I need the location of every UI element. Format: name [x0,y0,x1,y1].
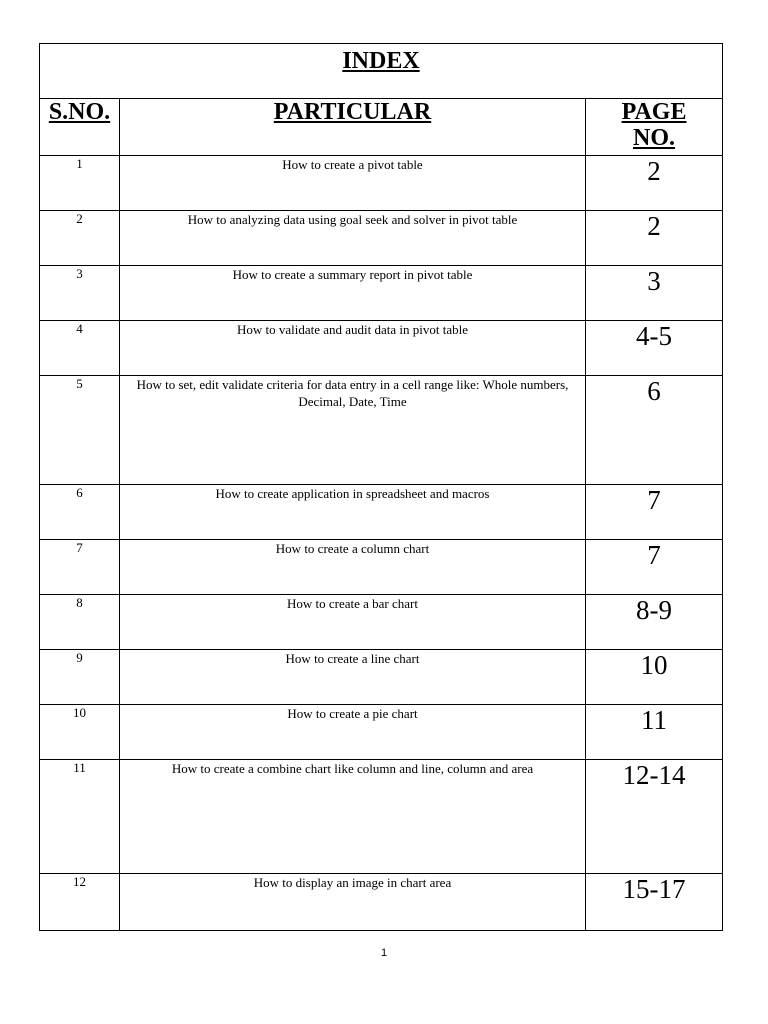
page-number: 1 [380,947,388,959]
row-page: 2 [586,156,723,211]
table-row [40,595,723,650]
header-row [40,99,723,156]
row-page: 2 [586,211,723,266]
row-sno: 10 [40,705,120,760]
table-row [40,540,723,595]
row-sno: 1 [40,156,120,211]
table-row [40,156,723,211]
row-sno: 7 [40,540,120,595]
row-sno: 6 [40,485,120,540]
table-row [40,266,723,321]
row-particular: How to create a pivot table [120,156,586,211]
table-row [40,485,723,540]
row-page: 7 [586,485,723,540]
row-page: 7 [586,540,723,595]
row-page: 11 [586,705,723,760]
index-table [39,43,723,931]
table-row [40,760,723,874]
row-sno: 5 [40,376,120,485]
row-page: 4-5 [586,321,723,376]
row-particular: How to create a pie chart [120,705,586,760]
row-particular: How to set, edit validate criteria for data entry in a cell range like: Whole numbers, Decimal, Date, Time [120,376,586,485]
row-particular: How to create a summary report in pivot table [120,266,586,321]
row-sno: 12 [40,874,120,931]
row-page: 12-14 [586,760,723,874]
title-cell [40,44,723,99]
row-particular: How to create a line chart [120,650,586,705]
header-page-line2: NO. [633,125,675,151]
header-page-line1: PAGE [621,99,687,125]
table-row [40,650,723,705]
row-particular: How to analyzing data using goal seek and solver in pivot table [120,211,586,266]
row-sno: 3 [40,266,120,321]
row-particular: How to display an image in chart area [120,874,586,931]
index-title: INDEX [342,48,420,74]
table-row [40,211,723,266]
row-sno: 8 [40,595,120,650]
row-page: 15-17 [586,874,723,931]
row-particular: How to create application in spreadsheet and macros [120,485,586,540]
row-particular: How to create a column chart [120,540,586,595]
table-row [40,705,723,760]
row-page: 3 [586,266,723,321]
row-page: 8-9 [586,595,723,650]
header-page-no [586,99,723,156]
header-particular: PARTICULAR [120,99,586,156]
title-row [40,44,723,99]
row-particular: How to create a bar chart [120,595,586,650]
row-particular: How to create a combine chart like column and line, column and area [120,760,586,874]
row-particular: How to validate and audit data in pivot table [120,321,586,376]
table-row [40,376,723,485]
row-sno: 2 [40,211,120,266]
row-page: 6 [586,376,723,485]
row-page: 10 [586,650,723,705]
row-sno: 9 [40,650,120,705]
table-row [40,874,723,931]
table-row [40,321,723,376]
row-sno: 4 [40,321,120,376]
header-sno: S.NO. [40,99,120,156]
row-sno: 11 [40,760,120,874]
